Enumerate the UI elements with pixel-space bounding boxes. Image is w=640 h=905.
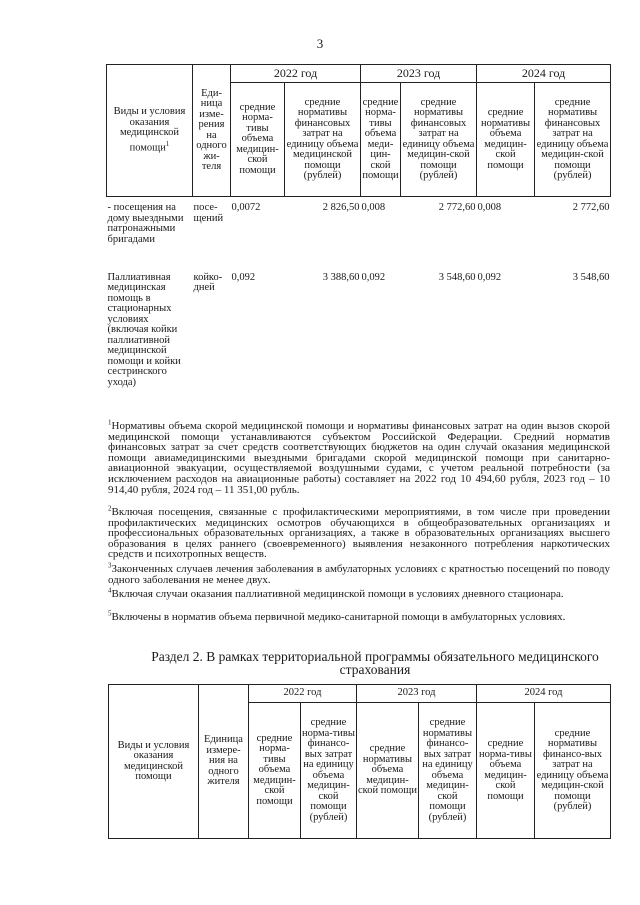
header-volume-2024: средние нормативы объема медицин-ской помощи bbox=[477, 83, 535, 197]
row-type: Паллиативная медицинская помощь в стационарных условиях (включая койки паллиативной медицинской помощи и койки сестринского ухода) bbox=[107, 271, 181, 388]
header-year-2023: 2023 год bbox=[357, 685, 477, 703]
header-cost-2022: средние норма-тивы финансо-вых затрат на единицу объема медицин-ской помощи (рублей) bbox=[301, 703, 357, 839]
header-volume-2023: средние норма-тивы объема меди-цин-ской помощи bbox=[361, 83, 401, 197]
header-volume-2024: средние норма-тивы объема медицин-ской помощи bbox=[477, 703, 535, 839]
row-unit: посе-щений bbox=[193, 202, 224, 224]
header-type: Виды и условия оказания медицинской помощи$^1$ bbox=[107, 65, 193, 197]
header-cost-2023: средние нормативы финансо-вых затрат на единицу объема медицин-ской помощи (рублей) bbox=[419, 703, 477, 839]
row-volume-2024: 0,008 bbox=[477, 202, 502, 213]
row-unit: койко-дней bbox=[193, 271, 223, 293]
header-year-2022: 2022 год bbox=[249, 685, 357, 703]
row-cost-2022: 3 388,60 bbox=[322, 271, 360, 283]
header-year-2024: 2024 год bbox=[477, 685, 611, 703]
table-row bbox=[107, 263, 611, 413]
header-cost-2023: средние нормативы финансовых затрат на единицу объема медицин-ской помощи (рублей) bbox=[401, 83, 477, 197]
footnote-1: $^1$Нормативы объема скорой медицинской помощи и нормативы финансовых затрат на один вызов скорой медицинской помощи устанавливаются субъектом Российской Федерации. Средний норматив финансовых затрат за счет средств соответствующих бюджетов на один случай оказания медицинской помощи авиамедицинскими выездными бригадами скорой медицинской помощи при санитарно-авиационной эвакуации, осуществляемой воздушными судами, с учетом реальной потребности (за исключением расходов на авиационные работы) составляет на 2022 год 10 494,60 рубля, 2023 год – 10 914,40 рубля, 2024 год – 11 351,00 рубль. bbox=[108, 418, 610, 496]
row-cost-2024: 3 548,60 bbox=[572, 271, 610, 283]
footnote-2: $^2$Включая посещения, связанные с профилактическими мероприятиями, в том числе при проведении профилактических медицинских осмотров обучающихся в общеобразовательных организациях и профессиональных образовательных организациях, а также в образовательных организациях высшего образования в целях раннего (своевременного) выявления незаконного потребления наркотических средств и психотропных веществ. bbox=[108, 504, 610, 561]
table-row bbox=[107, 197, 611, 263]
header-volume-2023: средние нормативы объема медицин-ской помощи bbox=[357, 703, 419, 839]
header-year-2022: 2022 год bbox=[231, 65, 361, 83]
normatives-table-section1 bbox=[106, 64, 611, 413]
header-cost-2024: средние нормативы финансовых затрат на единицу объема медицин-ской помощи (рублей) bbox=[535, 83, 611, 197]
row-volume-2022: 0,092 bbox=[231, 271, 256, 283]
header-type: Виды и условия оказания медицинской помощи bbox=[109, 685, 199, 839]
header-unit: Единица измере-ния на одного жителя bbox=[199, 685, 249, 839]
footnote-3: $^3$Законченных случаев лечения заболевания в амбулаторных условиях с кратностью посещений по поводу одного заболевания не менее двух. bbox=[108, 561, 610, 586]
header-volume-2022: средние норма-тивы объема медицин-ской помощи bbox=[231, 83, 285, 197]
row-type: - посещения на дому выездными патронажными бригадами bbox=[107, 202, 184, 245]
footnote-5: $^5$Включены в норматив объема первичной медико-санитарной помощи в амбулаторных условиях. bbox=[108, 609, 566, 623]
row-cost-2023: 3 548,60 bbox=[438, 271, 476, 283]
row-volume-2023: 0,008 bbox=[361, 202, 386, 213]
row-cost-2024: 2 772,60 bbox=[572, 202, 610, 213]
row-volume-2023: 0,092 bbox=[361, 271, 386, 283]
normatives-table-section2 bbox=[108, 684, 611, 839]
header-cost-2024: средние нормативы финансо-вых затрат на единицу объема медицин-ской помощи (рублей) bbox=[535, 703, 611, 839]
header-cost-2022: средние нормативы финансовых затрат на единицу объема медицинской помощи (рублей) bbox=[285, 83, 361, 197]
page-number: 3 bbox=[316, 36, 324, 51]
row-volume-2022: 0,0072 bbox=[231, 202, 261, 213]
row-cost-2022: 2 826,50 bbox=[322, 202, 360, 213]
section-2-title: Раздел 2. В рамках территориальной программы обязательного медицинского страхования bbox=[151, 649, 599, 677]
header-volume-2022: средние норма-тивы объема медицин-ской помощи bbox=[249, 703, 301, 839]
row-volume-2024: 0,092 bbox=[477, 271, 502, 283]
header-year-2024: 2024 год bbox=[477, 65, 611, 83]
header-unit: Еди-ница изме-рения на одного жи-теля bbox=[193, 65, 231, 197]
row-cost-2023: 2 772,60 bbox=[438, 202, 476, 213]
header-year-2023: 2023 год bbox=[361, 65, 477, 83]
footnote-4: $^4$Включая случаи оказания паллиативной медицинской помощи в условиях дневного стационара. bbox=[108, 586, 564, 600]
